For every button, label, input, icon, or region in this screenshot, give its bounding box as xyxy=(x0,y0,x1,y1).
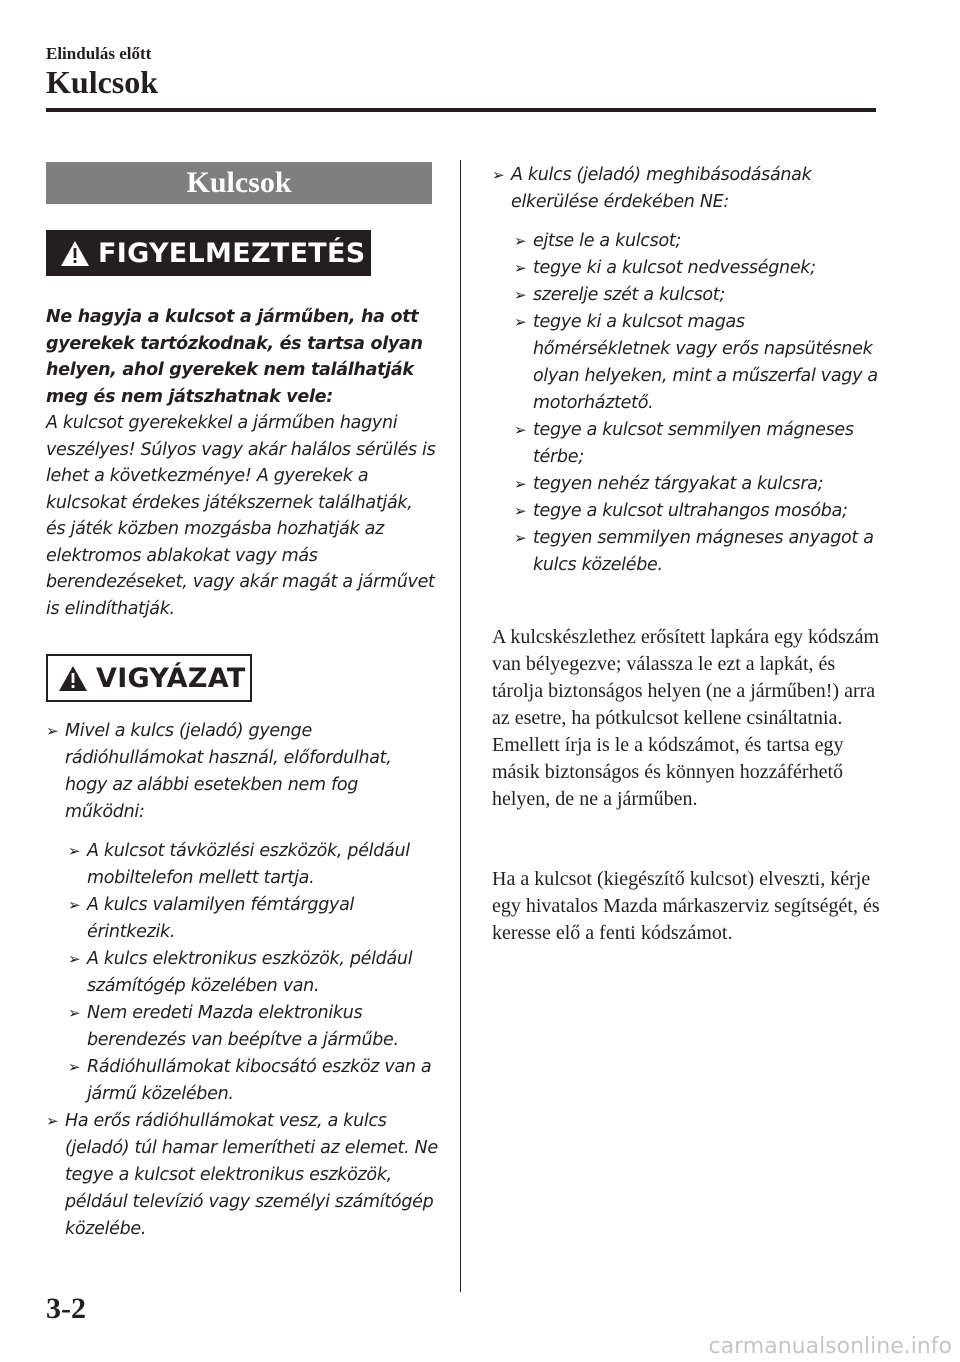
page-number: 3-2 xyxy=(46,1292,86,1325)
sub-list xyxy=(68,838,438,1108)
arrow-bullet-icon: ➢ xyxy=(68,1004,81,1022)
list-item: ➢ A kulcs valamilyen fémtárggyal érintkezik. xyxy=(68,892,438,946)
list-item: ➢ ejtse le a kulcsot; xyxy=(514,228,882,255)
list-item: ➢ tegye ki a kulcsot nedvességnek; xyxy=(514,255,882,282)
arrow-bullet-icon: ➢ xyxy=(514,313,527,331)
list-item: ➢ Nem eredeti Mazda elektronikus berendezés van beépítve a járműbe. xyxy=(68,1000,438,1054)
arrow-bullet-icon: ➢ xyxy=(68,896,81,914)
caution-label: VIGYÁZAT xyxy=(96,662,246,694)
arrow-bullet-icon: ➢ xyxy=(46,1112,59,1130)
page-title: Kulcsok xyxy=(46,64,159,100)
list-item: ➢ tegye a kulcsot ultrahangos mosóba; xyxy=(514,498,882,525)
paragraph-lost-key: Ha a kulcsot (kiegészítő kulcsot) elveszti, kérje egy hivatalos Mazda márkaszerviz segítségét, és keresse elő a fenti kódszámot. xyxy=(492,868,880,944)
warning-bold-text: Ne hagyja a kulcsot a járműben, ha ott gyerekek tartózkodnak, és tartsa olyan helyen, ahol gyerekek nem találhatják meg és nem játszhatnak vele: xyxy=(46,307,423,407)
arrow-bullet-icon: ➢ xyxy=(514,475,527,493)
list-item: ➢ A kulcs (jeladó) meghibásodásának elkerülése érdekében NE: xyxy=(492,162,882,216)
paragraph-code-tag: A kulcskészlethez erősített lapkára egy kódszám van bélyegezve; válassza le ezt a lapkát, és tárolja biztonságos helyen (ne a járműben!) arra az esetre, ha pótkulcsot kellene csináltatnia. Emellett írja is le a kódszámot, és tartsa egy másik biztonságos és könnyen hozzáférhető helyen, de ne a járműben. xyxy=(492,626,880,810)
arrow-bullet-icon: ➢ xyxy=(514,259,527,277)
arrow-bullet-icon: ➢ xyxy=(514,502,527,520)
warning-banner xyxy=(46,230,371,276)
arrow-bullet-icon: ➢ xyxy=(68,1058,81,1076)
arrow-bullet-icon: ➢ xyxy=(68,950,81,968)
list-item: ➢ tegye a kulcsot semmilyen mágneses térbe; xyxy=(514,417,882,471)
list-item: ➢ szerelje szét a kulcsot; xyxy=(514,282,882,309)
arrow-bullet-icon: ➢ xyxy=(68,842,81,860)
warning-body-text: A kulcsot gyerekekkel a járműben hagyni veszélyes! Súlyos vagy akár halálos sérülés is lehet a következménye! A gyerekek a kulcsokat érdekes játékszernek találhatják, és játék közben mozgásba hozhatják az elektromos ablakokat vagy más berendezéseket, vagy akár magát a járművet is elindíthatják. xyxy=(46,413,436,619)
caution-list-left xyxy=(46,718,438,1243)
warning-triangle-icon xyxy=(58,665,88,692)
caution-banner xyxy=(46,654,252,702)
arrow-bullet-icon: ➢ xyxy=(514,232,527,250)
arrow-bullet-icon: ➢ xyxy=(492,166,505,184)
list-item: ➢ A kulcsot távközlési eszközök, például mobiltelefon mellett tartja. xyxy=(68,838,438,892)
watermark: carmanualsonline.info xyxy=(708,1334,952,1359)
header-divider xyxy=(46,108,876,112)
warning-text xyxy=(46,304,436,622)
list-item: ➢ Rádióhullámokat kibocsátó eszköz van a jármű közelében. xyxy=(68,1054,438,1108)
warning-label: FIGYELMEZTETÉS xyxy=(98,237,366,269)
arrow-bullet-icon: ➢ xyxy=(514,421,527,439)
warning-triangle-icon xyxy=(60,240,90,267)
section-title-bar: Kulcsok xyxy=(46,162,432,204)
list-item: ➢ A kulcs elektronikus eszközök, például számítógép közelében van. xyxy=(68,946,438,1000)
sub-list xyxy=(514,228,882,579)
chapter-label: Elindulás előtt xyxy=(46,44,152,63)
list-item: ➢ tegye ki a kulcsot magas hőmérsékletnek vagy erős napsütésnek olyan helyeken, mint a műszerfal vagy a motorháztető. xyxy=(514,309,882,417)
list-item: ➢ Ha erős rádióhullámokat vesz, a kulcs (jeladó) túl hamar lemerítheti az elemet. Ne tegye a kulcsot elektronikus eszközök, például televízió vagy személyi számítógép közelébe. xyxy=(46,1108,438,1243)
arrow-bullet-icon: ➢ xyxy=(514,286,527,304)
list-item: ➢ tegyen nehéz tárgyakat a kulcsra; xyxy=(514,471,882,498)
arrow-bullet-icon: ➢ xyxy=(46,722,59,740)
list-item: ➢ tegyen semmilyen mágneses anyagot a kulcs közelébe. xyxy=(514,525,882,579)
list-item: ➢ Mivel a kulcs (jeladó) gyenge rádióhullámokat használ, előfordulhat, hogy az alábbi esetekben nem fog működni: xyxy=(46,718,438,826)
arrow-bullet-icon: ➢ xyxy=(514,529,527,547)
caution-list-right xyxy=(492,162,882,579)
column-divider xyxy=(460,160,461,1292)
